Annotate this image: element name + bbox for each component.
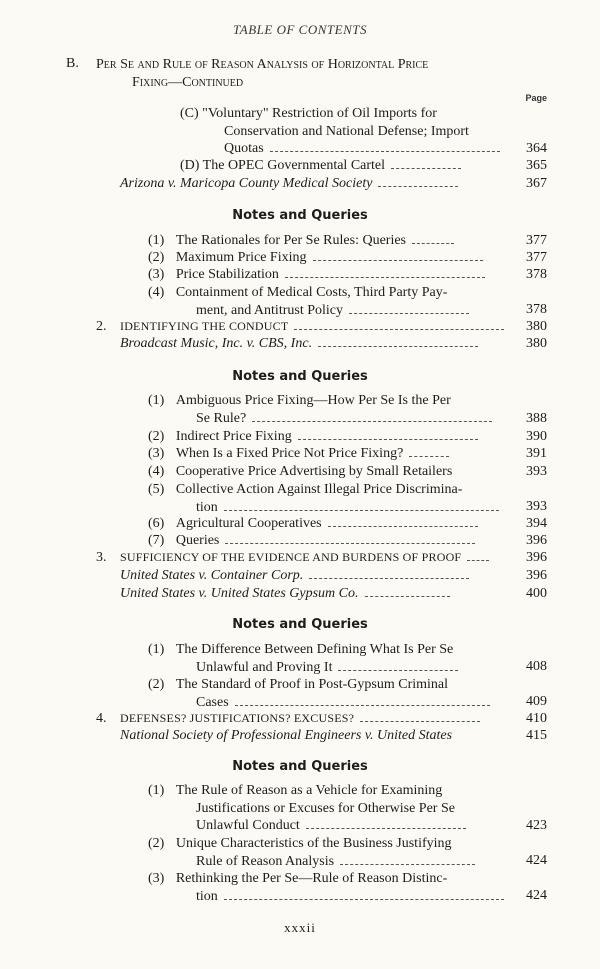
section-title: Per Se and Rule of Reason Analysis of Horizontal Price Fixing—Continued xyxy=(96,57,429,90)
page-number: 380 xyxy=(526,319,547,334)
page-number: 410 xyxy=(526,711,547,726)
page-number: 364 xyxy=(526,141,547,156)
case-broadcast-music: Broadcast Music, Inc. v. CBS, Inc. xyxy=(120,335,517,353)
page-number: 424 xyxy=(526,853,547,868)
page-number: 396 xyxy=(526,533,547,548)
page-number: 424 xyxy=(526,888,547,903)
case-professional-engineers: National Society of Professional Engineers v. United States xyxy=(120,728,453,743)
page-number: 365 xyxy=(526,158,547,173)
page-number: 415 xyxy=(526,728,547,743)
page-number: 377 xyxy=(526,250,547,265)
notes-heading: Notes and Queries xyxy=(232,369,368,384)
page-number: 380 xyxy=(526,336,547,351)
page-column-label: Page xyxy=(525,93,547,103)
page-number: 400 xyxy=(526,586,547,601)
note-item: (5) Collective Action Against Illegal Price Discrimina- tion xyxy=(148,481,517,499)
note-item: (7) Queries xyxy=(148,532,517,550)
page-number: 396 xyxy=(526,568,547,583)
page-number: 393 xyxy=(526,499,547,514)
running-head: TABLE OF CONTENTS xyxy=(233,22,367,37)
section-3-title: SUFFICIENCY OF THE EVIDENCE AND BURDENS OF PROOF xyxy=(120,549,517,567)
page-number: 394 xyxy=(526,516,547,531)
page-number: 423 xyxy=(526,818,547,833)
page-folio: xxxii xyxy=(284,920,316,935)
note-item: (1) Ambiguous Price Fixing—How Per Se Is the Per Se Rule? xyxy=(148,392,517,410)
section-letter: B. xyxy=(66,56,79,71)
page-number: 390 xyxy=(526,429,547,444)
notes-heading: Notes and Queries xyxy=(232,617,368,632)
page-number: 393 xyxy=(526,464,547,479)
page-number: 408 xyxy=(526,659,547,674)
note-item: (2) Maximum Price Fixing xyxy=(148,249,517,267)
note-item: (2) Unique Characteristics of the Business Justifying Rule of Reason Analysis xyxy=(148,835,517,853)
toc-entry-d: (D) The OPEC Governmental Cartel xyxy=(180,157,517,175)
note-item: (3) Price Stabilization xyxy=(148,266,517,284)
page-number: 377 xyxy=(526,233,547,248)
note-item: (2) The Standard of Proof in Post-Gypsum Criminal Cases xyxy=(148,676,517,694)
section-number: 4. xyxy=(96,711,107,726)
page-number: 378 xyxy=(526,302,547,317)
note-item: (3) When Is a Fixed Price Not Price Fixing? xyxy=(148,445,517,463)
page-number: 367 xyxy=(526,176,547,191)
page-number: 388 xyxy=(526,411,547,426)
section-2-title: IDENTIFYING THE CONDUCT xyxy=(120,318,517,336)
note-item: (1) The Rationales for Per Se Rules: Queries xyxy=(148,232,517,250)
note-item: (4) Cooperative Price Advertising by Small Retailers xyxy=(148,464,453,479)
section-4-title: DEFENSES? JUSTIFICATIONS? EXCUSES? xyxy=(120,710,517,728)
toc-entry-c: (C) "Voluntary" Restriction of Oil Imports for Conservation and National Defense; Import Quotas xyxy=(180,105,517,159)
case-gypsum: United States v. United States Gypsum Co. xyxy=(120,585,517,603)
note-item: (6) Agricultural Cooperatives xyxy=(148,515,517,533)
page-number: 409 xyxy=(526,694,547,709)
notes-heading: Notes and Queries xyxy=(232,208,368,223)
case-container-corp: United States v. Container Corp. xyxy=(120,567,517,585)
note-item: (1) The Difference Between Defining What Is Per Se Unlawful and Proving It xyxy=(148,641,517,659)
section-number: 2. xyxy=(96,319,107,334)
note-item: (4) Containment of Medical Costs, Third Party Pay- ment, and Antitrust Policy xyxy=(148,284,517,302)
page-number: 378 xyxy=(526,267,547,282)
section-number: 3. xyxy=(96,550,107,565)
page-number: 396 xyxy=(526,550,547,565)
note-item: (3) Rethinking the Per Se—Rule of Reason Distinc- tion xyxy=(148,870,517,888)
case-arizona: Arizona v. Maricopa County Medical Society xyxy=(120,175,517,193)
page-number: 391 xyxy=(526,446,547,461)
note-item: (1) The Rule of Reason as a Vehicle for Examining Justifications or Excuses for Otherwise Per Se Unlawful Conduct xyxy=(148,782,517,800)
notes-heading: Notes and Queries xyxy=(232,759,368,774)
note-item: (2) Indirect Price Fixing xyxy=(148,428,517,446)
